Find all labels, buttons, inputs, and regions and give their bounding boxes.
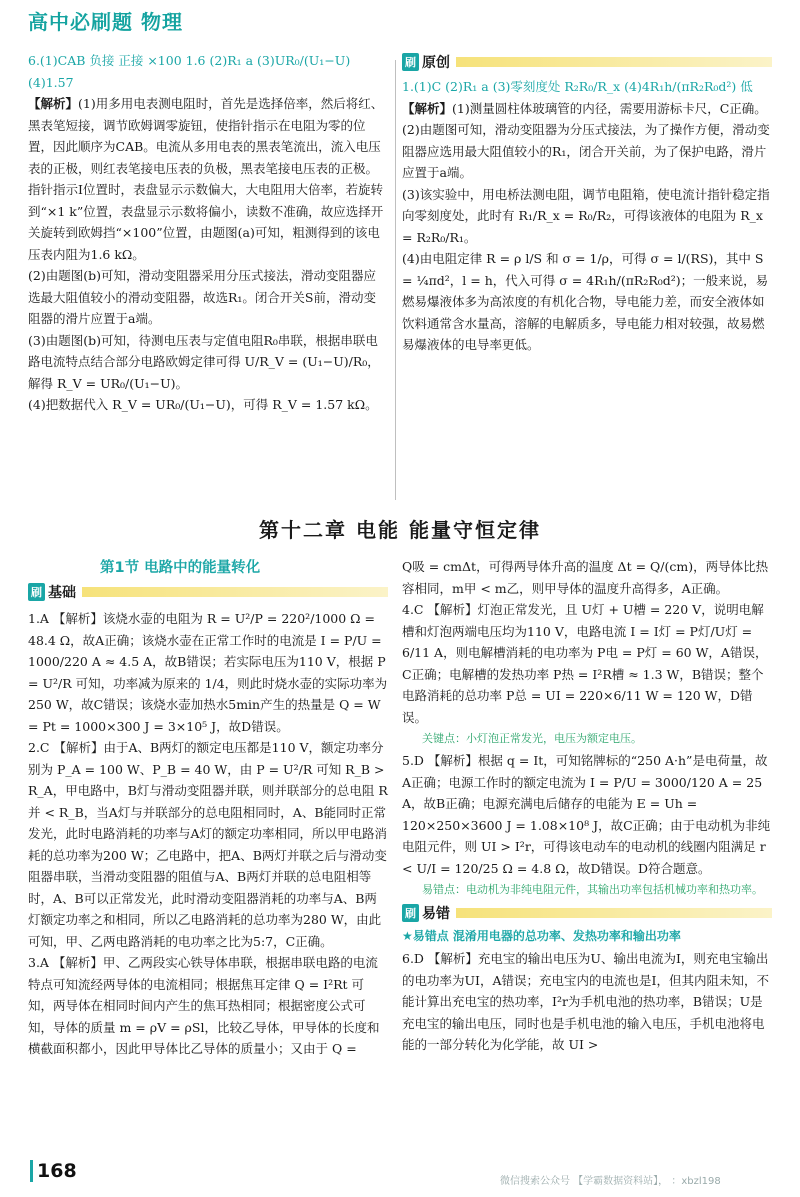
yuanchuang-header xyxy=(402,52,772,72)
highlight-bar xyxy=(456,908,772,918)
q1-explanation-3: (3)该实验中，用电桥法测电阻，调节电阻箱，使电流计指针稳定指向零刻度处，此时有 R₁/R_x = R₀/R₂，可得该液体的电阻为 R_x = R₂R₀/R₁。 xyxy=(402,186,770,245)
jiexi-label: 【解析】 xyxy=(28,96,79,111)
chapter-title: 第十二章 电能 能量守恒定律 xyxy=(259,518,541,542)
q6-explanation-2: (2)由题图(b)可知，滑动变阻器采用分压式接法，滑动变阻器应选最大阻值较小的滑动变阻器，故选R₁。闭合开关S前，滑动变阻器的滑片应置于a端。 xyxy=(28,268,376,326)
q6-explanation-1: 【解析】(1)用多用电表测电阻时，首先是选择倍率，然后将红、黑表笔短接，调节欧姆调零旋钮，使指针指示在电阻为零的位置，因此顺序为CAB。电流从多用电表的黑表笔流出，流入电压表的正极，则红表笔接电压表的负极，黑表笔接电压表的正极。指针指示Ⅰ位置时，表盘显示示数偏大，大电阻用大倍率，若旋转到“×1 k”位置，表盘显示示数将偏小，读数不准确，故应选择开关旋转到欧姆挡“×100”位置，由题图(a)可知，粗测得到的该电压表内阻为1.6 kΩ。 xyxy=(28,96,384,262)
shua-icon: 刷 xyxy=(402,904,419,922)
left-top-column xyxy=(28,50,388,416)
q5-key-note: 易错点：电动机为非纯电阻元件，其输出功率包括机械功率和热功率。 xyxy=(422,883,763,896)
answer-q1: 1.A 【解析】该烧水壶的电阻为 R = U²/P = 220²/1000 Ω = 48.4 Ω，故A正确；该烧水壶在正常工作时的电流是 I = P/U = 1000/220 A ≈ 4.5 A，故B错误；若实际电压为110 V，根据 P = U²/R 可知，功率减为原来的 1/4，则此时烧水壶的实际功率为250 W，故C错误；该烧水壶加热水5min产生的热量是 Q = W = Pt = 1000×300 J = 3×10⁵ J，故D错误。 xyxy=(28,611,388,734)
highlight-bar xyxy=(456,57,772,67)
q6-answer-line1: 6.(1)CAB 负接 正接 ×100 1.6 (2)R₁ a (3)UR₀/(U₁−U) xyxy=(28,53,351,68)
answer-q6: 6.D 【解析】充电宝的输出电压为U、输出电流为I，则充电宝输出的电功率为UI，A错误；充电宝内的电流也是I，但其内阻未知，不能计算出充电宝的热功率，I²r为手机电池的热功率，B错误；U是充电宝的输出电压，同时也是手机电池的输入电压，手机电池将电能的一部分转化为化学能，故 UI > xyxy=(402,951,769,1052)
right-bottom-column xyxy=(402,556,772,1056)
answer-q3-continued: Q吸 = cmΔt，可得两导体升高的温度 Δt = Q/(cm)，两导体比热容相同，m甲 < m乙，则甲导体的温度升高得多，A正确。 xyxy=(402,559,769,596)
column-divider xyxy=(395,60,396,500)
yicuo-header xyxy=(402,903,772,923)
answer-q3: 3.A 【解析】甲、乙两段实心铁导体串联，根据串联电路的电流特点可知流经两导体的电流相同；根据焦耳定律 Q = I²Rt 可知，两导体在相同时间内产生的焦耳热相同；根据密度公式可知，导体的质量 m = ρV = ρSl，比较乙导体，甲导体的长度和横截面积都小，因此甲导体比乙导体的质量小；又由于 Q = xyxy=(28,955,380,1056)
q1-answer-line: 1.(1)C (2)R₁ a (3)零刻度处 R₂R₀/R_x (4)4R₁h/(πR₂R₀d²) 低 xyxy=(402,79,753,94)
q6-explanation-3: (3)由题图(b)可知，待测电压表与定值电阻R₀串联，根据串联电路电流特点结合部分电路欧姆定律可得 U/R_V = (U₁−U)/R₀，解得 R_V = UR₀/(U₁−U)。 xyxy=(28,332,380,391)
q1-explanation-4: (4)由电阻定律 R = ρ l/S 和 σ = 1/ρ，可得 σ = l/(RS)，其中 S = ¼πd²，l = h，代入可得 σ = 4R₁h/(πR₂R₀d²)；一般来说，易燃易爆液体多为高浓度的有机化合物，导电能力差，而安全液体如饮料通常含水量高，溶解的电解质多，导电能力相对较强，故易燃易爆液体的电导率更低。 xyxy=(402,251,769,352)
jiexi-label: 【解析】 xyxy=(402,100,453,116)
page-header-title: 高中必刷题 物理 xyxy=(28,10,183,34)
highlight-bar xyxy=(82,587,388,597)
q1-explanation-2: (2)由题图可知，滑动变阻器为分压式接法，为了操作方便，滑动变阻器应选用最大阻值较小的R₁，闭合开关前，为了保护电路，滑片应置于a端。 xyxy=(402,122,770,180)
yicuo-point: ★易错点 混淆用电器的总功率、发热功率和输出功率 xyxy=(402,929,681,943)
answer-q4: 4.C 【解析】灯泡正常发光，且 U灯 + U槽 = 220 V，说明电解槽和灯泡两端电压均为110 V，电路电流 I = I灯 = P灯/U灯 = 6/11 A，则电解槽消耗的电功率为 P电 = P灯 = 60 W，A错误，C正确；电解槽的发热功率 P热 = I²R槽 ≈ 1.3 W，B错误；整个电路消耗的总功率 P总 = UI = 220×6/11 W = 120 W，D错误。 xyxy=(402,602,768,725)
q6-explanation-4: (4)把数据代入 R_V = UR₀/(U₁−U)，可得 R_V = 1.57 kΩ。 xyxy=(28,397,378,412)
section-title: 第1节 电路中的能量转化 xyxy=(100,560,261,576)
shua-icon: 刷 xyxy=(402,53,419,71)
page-number: 168 xyxy=(30,1160,77,1182)
yicuo-label: 易错 xyxy=(422,906,450,922)
q1-explanation-1: 【解析】(1)测量圆柱体玻璃管的内径，需要用游标卡尺，C正确。 xyxy=(402,100,767,116)
yuanchuang-label: 原创 xyxy=(422,55,450,71)
left-bottom-column xyxy=(28,582,388,1060)
jichu-label: 基础 xyxy=(48,585,76,601)
q6-answer-line2: (4)1.57 xyxy=(28,74,74,90)
watermark-text: 微信搜索公众号 【学霸数据资料站】， ：xbzl198 xyxy=(500,1176,721,1187)
shua-icon: 刷 xyxy=(28,583,45,601)
right-top-column xyxy=(402,52,772,356)
answer-q5: 5.D 【解析】根据 q = It，可知铭牌标的“250 A·h”是电荷量，故A正确；电源工作时的额定电流为 I = P/U = 3000/120 A = 25 A，故B正确；电源充满电后储存的电能为 E = Uh = 120×250×3600 J = 1.08×10⁸ J，故C正确；由于电动机为非纯电阻元件，则 UI > I²r，可得该电动车的电动机的线圈内阻满足 r < U/I = 120/25 Ω = 4.8 Ω，故D错误。D符合题意。 xyxy=(402,753,771,876)
jichu-header xyxy=(28,582,388,602)
answer-q2: 2.C 【解析】由于A、B两灯的额定电压都是110 V，额定功率分别为 P_A = 100 W、P_B = 40 W，由 P = U²/R 可知 R_B > R_A，甲电路中，B灯与滑动变阻器并联，则并联部分的总电阻 R并 < R_B，当A灯与并联部分的总电阻相同时，A、B能同时正常发光，此时电路消耗的功率与A灯的额定功率相同，所以甲电路消耗的总功率为200 W；乙电路中，把A、B两灯并联之后与滑动变阻器串联，当滑动变阻器的阻值与A、B两灯并联的总电阻相等时，A、B可以正常发光，此时滑动变阻器消耗的功率与A、B两灯额定功率之和相同，所以乙电路消耗的总功率为280 W，由此可知，甲、乙两电路消耗的电功率之比为5:7，C正确。 xyxy=(28,740,388,949)
q4-key-note: 关键点：小灯泡正常发光，电压为额定电压。 xyxy=(422,732,642,745)
